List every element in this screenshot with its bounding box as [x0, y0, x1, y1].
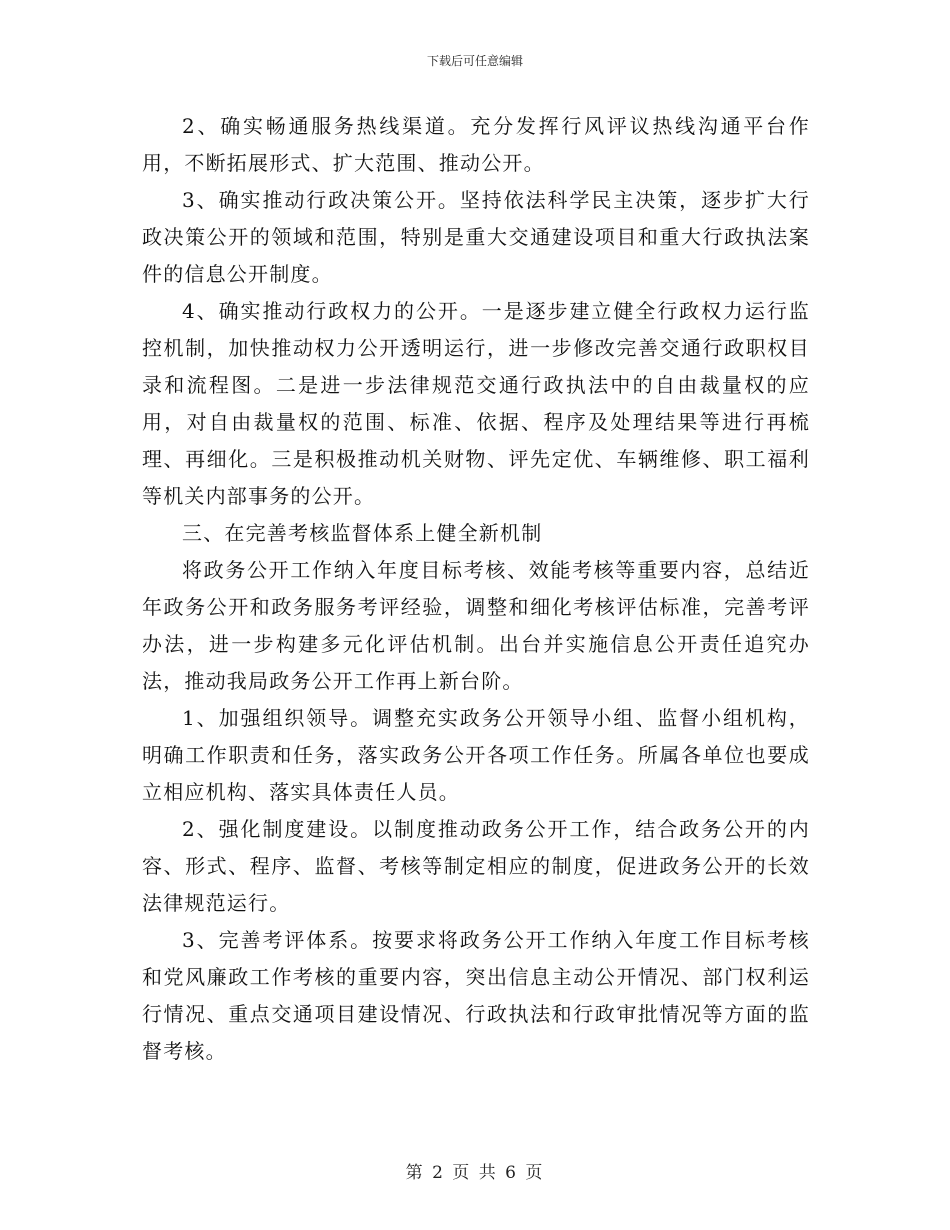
paragraph-item-2: 2、确实畅通服务热线渠道。充分发挥行风评议热线沟通平台作用，不断拓展形式、扩大范围、推动公开。 — [142, 114, 810, 175]
paragraph-evaluation-system: 3、完善考评体系。按要求将政务公开工作纳入年度工作目标考核和党风廉政工作考核的重要内容，突出信息主动公开情况、部门权利运行情况、重点交通项目建设情况、行政执法和行政审批情况等方面的监督考核。 — [142, 928, 810, 1063]
document-body — [142, 108, 810, 1070]
section-intro-paragraph: 将政务公开工作纳入年度目标考核、效能考核等重要内容，总结近年政务公开和政务服务考评经验，调整和细化考核评估标准，完善考评办法，进一步构建多元化评估机制。出台并实施信息公开责任追究办法，推动我局政务公开工作再上新台阶。 — [142, 558, 810, 693]
page-header: 下载后可任意编辑 — [426, 54, 523, 68]
paragraph-item-4: 4、确实推动行政权力的公开。一是逐步建立健全行政权力运行监控机制，加快推动权力公开透明运行，进一步修改完善交通行政职权目录和流程图。二是进一步法律规范交通行政执法中的自由裁量权的应用，对自由裁量权的范围、标准、依据、程序及处理结果等进行再梳理、再细化。三是积极推动机关财物、评先定优、车辆维修、职工福利等机关内部事务的公开。 — [142, 299, 810, 508]
page-number-footer: 第 2 页 共 6 页 — [405, 1163, 545, 1183]
section-heading-3: 三、在完善考核监督体系上健全新机制 — [182, 521, 543, 545]
paragraph-item-3: 3、确实推动行政决策公开。坚持依法科学民主决策，逐步扩大行政决策公开的领域和范围，特别是重大交通建设项目和重大行政执法案件的信息公开制度。 — [142, 188, 810, 286]
paragraph-organization-leadership: 1、加强组织领导。调整充实政务公开领导小组、监督小组机构，明确工作职责和任务，落实政务公开各项工作任务。所属各单位也要成立相应机构、落实具体责任人员。 — [142, 706, 810, 804]
paragraph-system-construction: 2、强化制度建设。以制度推动政务公开工作，结合政务公开的内容、形式、程序、监督、考核等制定相应的制度，促进政务公开的长效法律规范运行。 — [142, 817, 810, 915]
